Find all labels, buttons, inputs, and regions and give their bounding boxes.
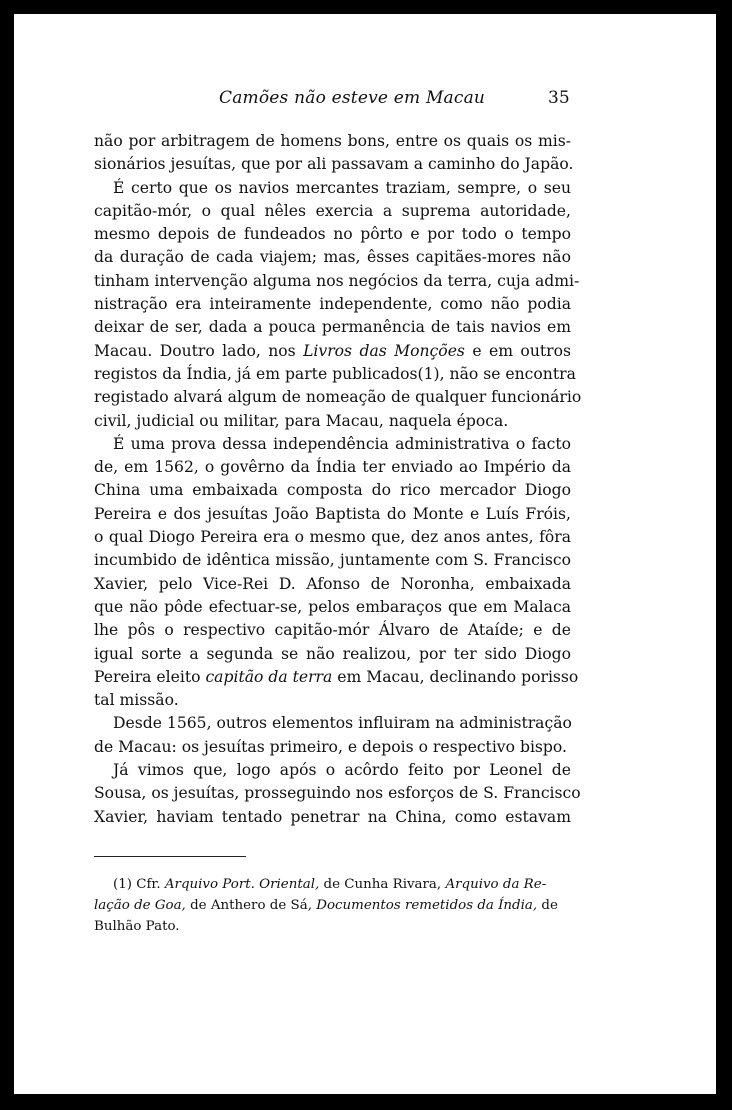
text-span: e em outros	[464, 341, 571, 360]
text-line: sionários jesuítas, que por ali passavam a caminho do Japão.	[94, 155, 574, 174]
paragraph-3	[94, 433, 579, 713]
page-number: 35	[548, 88, 570, 108]
italic-title: Livros das Monções	[303, 341, 465, 360]
text-line: lhe pôs o respectivo capitão-mór Álvaro de Ataíde; e de	[94, 621, 571, 640]
text-line: Xavier, haviam tentado penetrar na China, como estavam	[94, 807, 571, 826]
text-line	[94, 363, 576, 386]
text-line: tal missão.	[94, 691, 179, 710]
italic-title: Documentos remetidos da Índia,	[316, 898, 538, 913]
paragraph-4	[94, 712, 571, 759]
text-span: em Macau, declinando porisso	[332, 667, 579, 686]
text-line: mesmo depois de fundeados no pôrto e por todo o tempo	[94, 225, 571, 244]
footnote-reference[interactable]: (1)	[417, 364, 440, 383]
text-line: Sousa, os jesuítas, prosseguindo nos esforços de S. Francisco	[94, 784, 581, 803]
footnote-marker: (1)	[113, 877, 132, 892]
text-line: da duração de cada viajem; mas, êsses capitães-mores não	[94, 248, 571, 267]
running-title: Camões não esteve em Macau	[219, 88, 486, 108]
footnote-divider	[94, 856, 246, 857]
paragraph-2	[94, 177, 582, 433]
text-line: Já vimos que, logo após o acôrdo feito por Leonel de	[113, 761, 571, 780]
text-span: de Anthero de Sá,	[185, 898, 317, 913]
text-span: , não se encontra	[439, 364, 576, 383]
italic-title: Arquivo Port. Oriental,	[164, 877, 320, 892]
text-line: civil, judicial ou militar, para Macau, naquela época.	[94, 411, 509, 430]
footnote-line: Bulhão Pato.	[94, 919, 180, 934]
text-line: de, em 1562, o govêrno da Índia ter enviado ao Império da	[94, 458, 571, 477]
text-line: registado alvará algum de nomeação de qualquer funcionário	[94, 388, 582, 407]
text-span: de Cunha Rivara,	[319, 877, 446, 892]
text-line: Desde 1565, outros elementos influiram na administração	[113, 714, 572, 733]
italic-title: Arquivo da Re-	[445, 877, 547, 892]
text-line: É uma prova dessa independência administrativa o facto	[113, 434, 571, 453]
italic-term: capitão da terra	[205, 667, 333, 686]
page-header	[14, 88, 716, 112]
text-line: igual sorte a segunda se não realizou, por ter sido Diogo	[94, 644, 571, 663]
text-line: que não pôde efectuar-se, pelos embaraços que em Malaca	[94, 597, 571, 616]
text-line: Pereira e dos jesuítas João Baptista do Monte e Luís Fróis,	[94, 504, 571, 523]
text-span: registos da Índia, já em parte publicados	[94, 364, 418, 383]
text-line: o qual Diogo Pereira era o mesmo que, dez anos antes, fôra	[94, 528, 571, 547]
text-line: nistração era inteiramente independente, como não podia	[94, 295, 571, 314]
text-span: de	[537, 898, 558, 913]
text-span: Macau. Doutro lado, nos	[94, 341, 304, 360]
text-line: Xavier, pelo Vice-Rei D. Afonso de Noronha, embaixada	[94, 574, 571, 593]
paragraph-5	[94, 759, 581, 829]
text-span: Pereira eleito	[94, 667, 206, 686]
body-text	[94, 130, 582, 829]
text-line: incumbido de idêntica missão, juntamente com S. Francisco	[94, 551, 571, 570]
footnote-line	[94, 874, 571, 895]
text-line	[94, 340, 571, 363]
text-line: É certo que os navios mercantes traziam, sempre, o seu	[113, 178, 571, 197]
footnote	[94, 874, 571, 937]
text-line	[94, 666, 579, 689]
text-line: de Macau: os jesuítas primeiro, e depois o respectivo bispo.	[94, 737, 567, 756]
text-line: capitão-mór, o qual nêles exercia a suprema autoridade,	[94, 201, 571, 220]
text-line: China uma embaixada composta do rico mercador Diogo	[94, 481, 571, 500]
italic-title: lação de Goa,	[94, 898, 186, 913]
text-line: deixar de ser, dada a pouca permanência de tais navios em	[94, 318, 571, 337]
book-page	[14, 14, 716, 1094]
text-line: não por arbitragem de homens bons, entre os quais os mis-	[94, 132, 571, 150]
text-line: tinham intervenção alguma nos negócios da terra, cuja admi-	[94, 271, 580, 290]
text-span: Cfr.	[131, 877, 165, 892]
paragraph-1	[94, 130, 574, 177]
footnote-line	[94, 895, 571, 916]
